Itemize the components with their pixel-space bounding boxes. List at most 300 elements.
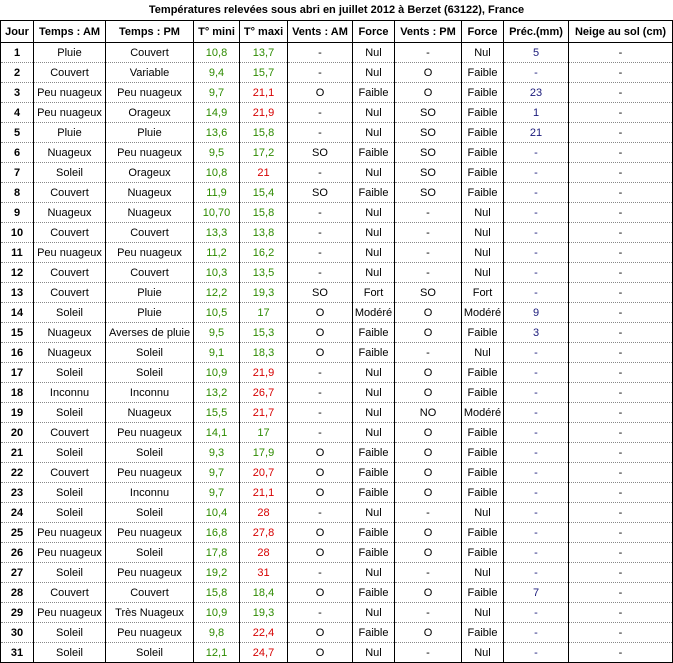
- header-t-maxi: T° maxi: [240, 21, 288, 43]
- cell-temps-pm: Peu nuageux: [106, 243, 194, 263]
- cell-temps-am: Nuageux: [34, 143, 106, 163]
- cell-vent-pm: O: [395, 63, 462, 83]
- cell-temps-pm: Couvert: [106, 223, 194, 243]
- cell-force-pm: Modéré: [462, 303, 504, 323]
- header-vents-am: Vents : AM: [288, 21, 353, 43]
- cell-t-maxi: 19,3: [240, 283, 288, 303]
- cell-neige: -: [569, 283, 673, 303]
- cell-temps-am: Nuageux: [34, 343, 106, 363]
- cell-force-pm: Nul: [462, 603, 504, 623]
- table-row: [1, 243, 673, 263]
- cell-force-pm: Faible: [462, 463, 504, 483]
- cell-precipitation: 7: [504, 583, 569, 603]
- cell-vent-am: O: [288, 303, 353, 323]
- header-force-pm: Force: [462, 21, 504, 43]
- cell-vent-am: O: [288, 343, 353, 363]
- cell-t-maxi: 21,1: [240, 483, 288, 503]
- cell-neige: -: [569, 563, 673, 583]
- cell-vent-am: SO: [288, 183, 353, 203]
- cell-t-maxi: 15,3: [240, 323, 288, 343]
- header-jour: Jour: [1, 21, 34, 43]
- cell-force-pm: Faible: [462, 103, 504, 123]
- cell-t-mini: 10,70: [194, 203, 240, 223]
- cell-force-pm: Faible: [462, 183, 504, 203]
- cell-neige: -: [569, 483, 673, 503]
- cell-precipitation: -: [504, 423, 569, 443]
- cell-neige: -: [569, 83, 673, 103]
- cell-neige: -: [569, 183, 673, 203]
- cell-temps-am: Nuageux: [34, 203, 106, 223]
- cell-force-pm: Faible: [462, 583, 504, 603]
- cell-vent-am: -: [288, 203, 353, 223]
- cell-temps-am: Nuageux: [34, 323, 106, 343]
- cell-vent-am: O: [288, 443, 353, 463]
- cell-force-am: Nul: [353, 223, 395, 243]
- cell-vent-pm: O: [395, 483, 462, 503]
- cell-vent-pm: -: [395, 43, 462, 63]
- cell-force-am: Faible: [353, 143, 395, 163]
- cell-vent-pm: -: [395, 243, 462, 263]
- cell-force-pm: Nul: [462, 43, 504, 63]
- cell-t-maxi: 21,9: [240, 103, 288, 123]
- cell-temps-am: Soleil: [34, 363, 106, 383]
- cell-temps-pm: Pluie: [106, 303, 194, 323]
- cell-precipitation: -: [504, 283, 569, 303]
- cell-t-maxi: 24,7: [240, 643, 288, 663]
- cell-vent-am: -: [288, 43, 353, 63]
- cell-jour: 2: [1, 63, 34, 83]
- cell-jour: 23: [1, 483, 34, 503]
- cell-temps-am: Peu nuageux: [34, 523, 106, 543]
- cell-neige: -: [569, 343, 673, 363]
- cell-t-maxi: 31: [240, 563, 288, 583]
- cell-force-am: Nul: [353, 203, 395, 223]
- cell-jour: 18: [1, 383, 34, 403]
- cell-jour: 6: [1, 143, 34, 163]
- cell-t-mini: 10,3: [194, 263, 240, 283]
- cell-vent-pm: -: [395, 203, 462, 223]
- cell-force-pm: Nul: [462, 343, 504, 363]
- table-row: [1, 423, 673, 443]
- cell-precipitation: 3: [504, 323, 569, 343]
- cell-neige: -: [569, 623, 673, 643]
- cell-neige: -: [569, 503, 673, 523]
- cell-temps-am: Soleil: [34, 443, 106, 463]
- cell-vent-pm: O: [395, 463, 462, 483]
- sheet-title: Températures relevées sous abri en juillet 2012 à Berzet (63122), France: [148, 4, 525, 16]
- cell-force-am: Fort: [353, 283, 395, 303]
- cell-jour: 21: [1, 443, 34, 463]
- cell-force-pm: Faible: [462, 383, 504, 403]
- cell-jour: 27: [1, 563, 34, 583]
- cell-temps-pm: Soleil: [106, 443, 194, 463]
- cell-temps-pm: Nuageux: [106, 203, 194, 223]
- cell-precipitation: -: [504, 63, 569, 83]
- cell-vent-am: SO: [288, 143, 353, 163]
- cell-t-maxi: 15,8: [240, 123, 288, 143]
- cell-vent-pm: O: [395, 323, 462, 343]
- cell-force-am: Nul: [353, 243, 395, 263]
- cell-jour: 8: [1, 183, 34, 203]
- cell-force-am: Faible: [353, 83, 395, 103]
- cell-temps-pm: Soleil: [106, 543, 194, 563]
- table-row: [1, 143, 673, 163]
- cell-force-am: Modéré: [353, 303, 395, 323]
- cell-vent-am: -: [288, 503, 353, 523]
- cell-t-maxi: 17: [240, 423, 288, 443]
- cell-t-maxi: 18,4: [240, 583, 288, 603]
- cell-force-am: Nul: [353, 423, 395, 443]
- cell-t-mini: 9,7: [194, 463, 240, 483]
- cell-force-pm: Nul: [462, 243, 504, 263]
- cell-vent-pm: -: [395, 263, 462, 283]
- table-row: [1, 543, 673, 563]
- cell-temps-am: Inconnu: [34, 383, 106, 403]
- cell-neige: -: [569, 203, 673, 223]
- cell-t-mini: 9,5: [194, 323, 240, 343]
- cell-t-mini: 15,8: [194, 583, 240, 603]
- cell-temps-am: Pluie: [34, 43, 106, 63]
- header-t-mini: T° mini: [194, 21, 240, 43]
- cell-vent-am: -: [288, 163, 353, 183]
- cell-t-mini: 14,1: [194, 423, 240, 443]
- cell-temps-am: Soleil: [34, 163, 106, 183]
- table-row: [1, 463, 673, 483]
- cell-precipitation: -: [504, 363, 569, 383]
- cell-t-mini: 13,6: [194, 123, 240, 143]
- cell-jour: 28: [1, 583, 34, 603]
- cell-force-pm: Fort: [462, 283, 504, 303]
- cell-temps-pm: Averses de pluie: [106, 323, 194, 343]
- table-row: [1, 123, 673, 143]
- cell-vent-pm: SO: [395, 283, 462, 303]
- cell-vent-pm: O: [395, 383, 462, 403]
- cell-t-maxi: 16,2: [240, 243, 288, 263]
- cell-force-am: Nul: [353, 123, 395, 143]
- table-row: [1, 163, 673, 183]
- cell-precipitation: -: [504, 403, 569, 423]
- cell-vent-am: -: [288, 243, 353, 263]
- cell-neige: -: [569, 163, 673, 183]
- cell-temps-pm: Peu nuageux: [106, 563, 194, 583]
- cell-vent-pm: NO: [395, 403, 462, 423]
- cell-force-am: Faible: [353, 583, 395, 603]
- cell-vent-am: -: [288, 603, 353, 623]
- cell-t-mini: 12,1: [194, 643, 240, 663]
- header-force-am: Force: [353, 21, 395, 43]
- cell-jour: 22: [1, 463, 34, 483]
- cell-t-mini: 9,5: [194, 143, 240, 163]
- header-neige: Neige au sol (cm): [569, 21, 673, 43]
- cell-t-maxi: 28: [240, 543, 288, 563]
- cell-jour: 12: [1, 263, 34, 283]
- cell-force-pm: Faible: [462, 363, 504, 383]
- cell-jour: 14: [1, 303, 34, 323]
- cell-neige: -: [569, 63, 673, 83]
- cell-temps-am: Peu nuageux: [34, 103, 106, 123]
- cell-precipitation: 1: [504, 103, 569, 123]
- cell-t-mini: 9,1: [194, 343, 240, 363]
- cell-t-mini: 10,8: [194, 163, 240, 183]
- cell-temps-pm: Peu nuageux: [106, 83, 194, 103]
- cell-jour: 7: [1, 163, 34, 183]
- cell-neige: -: [569, 423, 673, 443]
- cell-temps-am: Peu nuageux: [34, 543, 106, 563]
- cell-force-pm: Faible: [462, 523, 504, 543]
- cell-t-mini: 9,4: [194, 63, 240, 83]
- cell-temps-am: Couvert: [34, 423, 106, 443]
- cell-temps-pm: Soleil: [106, 343, 194, 363]
- cell-force-am: Faible: [353, 463, 395, 483]
- cell-temps-pm: Variable: [106, 63, 194, 83]
- cell-vent-pm: SO: [395, 163, 462, 183]
- cell-vent-pm: O: [395, 83, 462, 103]
- cell-precipitation: -: [504, 243, 569, 263]
- cell-force-pm: Nul: [462, 203, 504, 223]
- table-row: [1, 503, 673, 523]
- cell-vent-pm: O: [395, 523, 462, 543]
- cell-force-pm: Nul: [462, 643, 504, 663]
- cell-vent-pm: SO: [395, 143, 462, 163]
- cell-t-maxi: 13,7: [240, 43, 288, 63]
- cell-vent-am: O: [288, 643, 353, 663]
- cell-precipitation: -: [504, 383, 569, 403]
- cell-neige: -: [569, 143, 673, 163]
- cell-neige: -: [569, 43, 673, 63]
- cell-t-mini: 11,9: [194, 183, 240, 203]
- header-row: [1, 21, 673, 43]
- cell-temps-pm: Soleil: [106, 363, 194, 383]
- table-row: [1, 403, 673, 423]
- cell-temps-am: Couvert: [34, 63, 106, 83]
- cell-force-pm: Faible: [462, 123, 504, 143]
- cell-temps-pm: Peu nuageux: [106, 143, 194, 163]
- cell-t-maxi: 15,7: [240, 63, 288, 83]
- cell-force-am: Nul: [353, 403, 395, 423]
- cell-temps-am: Couvert: [34, 223, 106, 243]
- cell-vent-pm: O: [395, 363, 462, 383]
- cell-precipitation: -: [504, 643, 569, 663]
- cell-t-maxi: 19,3: [240, 603, 288, 623]
- cell-neige: -: [569, 363, 673, 383]
- cell-t-maxi: 27,8: [240, 523, 288, 543]
- cell-precipitation: -: [504, 183, 569, 203]
- cell-t-mini: 10,4: [194, 503, 240, 523]
- cell-temps-am: Couvert: [34, 183, 106, 203]
- cell-precipitation: -: [504, 563, 569, 583]
- cell-t-maxi: 13,8: [240, 223, 288, 243]
- cell-t-mini: 15,5: [194, 403, 240, 423]
- cell-force-pm: Modéré: [462, 403, 504, 423]
- cell-precipitation: -: [504, 223, 569, 243]
- cell-force-pm: Faible: [462, 143, 504, 163]
- temperature-table: [0, 20, 673, 663]
- cell-vent-am: -: [288, 363, 353, 383]
- cell-temps-pm: Peu nuageux: [106, 523, 194, 543]
- cell-temps-am: Soleil: [34, 563, 106, 583]
- cell-precipitation: 9: [504, 303, 569, 323]
- cell-t-mini: 12,2: [194, 283, 240, 303]
- cell-t-maxi: 21: [240, 163, 288, 183]
- cell-temps-am: Pluie: [34, 123, 106, 143]
- cell-temps-pm: Inconnu: [106, 383, 194, 403]
- cell-force-am: Nul: [353, 603, 395, 623]
- cell-vent-pm: SO: [395, 183, 462, 203]
- cell-vent-am: O: [288, 463, 353, 483]
- cell-force-am: Faible: [353, 523, 395, 543]
- cell-t-mini: 10,9: [194, 603, 240, 623]
- cell-temps-pm: Très Nuageux: [106, 603, 194, 623]
- cell-neige: -: [569, 263, 673, 283]
- cell-t-mini: 9,8: [194, 623, 240, 643]
- cell-force-pm: Faible: [462, 423, 504, 443]
- cell-temps-pm: Couvert: [106, 263, 194, 283]
- cell-force-pm: Nul: [462, 563, 504, 583]
- cell-neige: -: [569, 323, 673, 343]
- cell-neige: -: [569, 103, 673, 123]
- cell-neige: -: [569, 643, 673, 663]
- cell-neige: -: [569, 243, 673, 263]
- cell-t-mini: 13,2: [194, 383, 240, 403]
- cell-temps-pm: Peu nuageux: [106, 423, 194, 443]
- cell-vent-pm: O: [395, 303, 462, 323]
- cell-precipitation: 21: [504, 123, 569, 143]
- cell-neige: -: [569, 543, 673, 563]
- cell-force-am: Nul: [353, 503, 395, 523]
- cell-vent-pm: -: [395, 503, 462, 523]
- table-row: [1, 623, 673, 643]
- cell-temps-pm: Nuageux: [106, 403, 194, 423]
- cell-temps-am: Soleil: [34, 503, 106, 523]
- cell-t-maxi: 13,5: [240, 263, 288, 283]
- cell-neige: -: [569, 443, 673, 463]
- cell-vent-am: -: [288, 563, 353, 583]
- cell-vent-pm: O: [395, 623, 462, 643]
- cell-force-pm: Faible: [462, 623, 504, 643]
- table-row: [1, 363, 673, 383]
- cell-t-maxi: 21,7: [240, 403, 288, 423]
- cell-vent-am: O: [288, 543, 353, 563]
- cell-force-pm: Faible: [462, 483, 504, 503]
- cell-precipitation: -: [504, 483, 569, 503]
- cell-jour: 4: [1, 103, 34, 123]
- cell-force-pm: Nul: [462, 503, 504, 523]
- table-row: [1, 323, 673, 343]
- cell-neige: -: [569, 123, 673, 143]
- cell-jour: 11: [1, 243, 34, 263]
- table-row: [1, 183, 673, 203]
- cell-jour: 9: [1, 203, 34, 223]
- cell-vent-am: -: [288, 263, 353, 283]
- cell-neige: -: [569, 403, 673, 423]
- cell-force-am: Nul: [353, 383, 395, 403]
- cell-force-am: Faible: [353, 543, 395, 563]
- cell-force-am: Nul: [353, 363, 395, 383]
- cell-precipitation: 5: [504, 43, 569, 63]
- cell-jour: 13: [1, 283, 34, 303]
- cell-force-am: Nul: [353, 643, 395, 663]
- cell-t-mini: 10,9: [194, 363, 240, 383]
- cell-temps-pm: Pluie: [106, 123, 194, 143]
- cell-t-mini: 9,3: [194, 443, 240, 463]
- cell-temps-am: Couvert: [34, 583, 106, 603]
- cell-force-am: Faible: [353, 323, 395, 343]
- table-row: [1, 303, 673, 323]
- cell-precipitation: -: [504, 503, 569, 523]
- cell-temps-pm: Soleil: [106, 643, 194, 663]
- cell-precipitation: -: [504, 603, 569, 623]
- cell-precipitation: 23: [504, 83, 569, 103]
- table-row: [1, 103, 673, 123]
- cell-neige: -: [569, 303, 673, 323]
- table-row: [1, 443, 673, 463]
- cell-t-mini: 11,2: [194, 243, 240, 263]
- cell-vent-am: -: [288, 123, 353, 143]
- cell-temps-am: Peu nuageux: [34, 83, 106, 103]
- cell-jour: 31: [1, 643, 34, 663]
- cell-temps-am: Peu nuageux: [34, 603, 106, 623]
- cell-force-am: Nul: [353, 263, 395, 283]
- cell-jour: 20: [1, 423, 34, 443]
- cell-jour: 17: [1, 363, 34, 383]
- cell-vent-am: O: [288, 323, 353, 343]
- header-vents-pm: Vents : PM: [395, 21, 462, 43]
- cell-temps-am: Couvert: [34, 463, 106, 483]
- cell-vent-am: O: [288, 583, 353, 603]
- cell-precipitation: -: [504, 343, 569, 363]
- cell-temps-pm: Peu nuageux: [106, 623, 194, 643]
- cell-jour: 25: [1, 523, 34, 543]
- table-row: [1, 263, 673, 283]
- cell-vent-pm: O: [395, 543, 462, 563]
- cell-vent-am: -: [288, 63, 353, 83]
- header-temps-am: Temps : AM: [34, 21, 106, 43]
- cell-force-am: Faible: [353, 443, 395, 463]
- cell-t-mini: 9,7: [194, 83, 240, 103]
- cell-temps-am: Couvert: [34, 283, 106, 303]
- cell-vent-pm: SO: [395, 123, 462, 143]
- cell-jour: 15: [1, 323, 34, 343]
- cell-vent-am: -: [288, 403, 353, 423]
- table-row: [1, 523, 673, 543]
- cell-t-maxi: 26,7: [240, 383, 288, 403]
- cell-force-am: Nul: [353, 163, 395, 183]
- cell-jour: 10: [1, 223, 34, 243]
- cell-temps-pm: Pluie: [106, 283, 194, 303]
- cell-neige: -: [569, 463, 673, 483]
- cell-force-pm: Faible: [462, 83, 504, 103]
- cell-vent-pm: -: [395, 643, 462, 663]
- cell-t-mini: 9,7: [194, 483, 240, 503]
- cell-temps-pm: Nuageux: [106, 183, 194, 203]
- table-row: [1, 383, 673, 403]
- cell-t-maxi: 28: [240, 503, 288, 523]
- cell-precipitation: -: [504, 163, 569, 183]
- table-row: [1, 83, 673, 103]
- cell-t-maxi: 22,4: [240, 623, 288, 643]
- cell-t-maxi: 21,9: [240, 363, 288, 383]
- cell-temps-am: Soleil: [34, 403, 106, 423]
- cell-vent-am: SO: [288, 283, 353, 303]
- cell-vent-am: -: [288, 103, 353, 123]
- cell-vent-pm: -: [395, 343, 462, 363]
- cell-vent-am: O: [288, 83, 353, 103]
- cell-jour: 26: [1, 543, 34, 563]
- cell-t-maxi: 18,3: [240, 343, 288, 363]
- cell-t-mini: 17,8: [194, 543, 240, 563]
- cell-jour: 19: [1, 403, 34, 423]
- cell-jour: 29: [1, 603, 34, 623]
